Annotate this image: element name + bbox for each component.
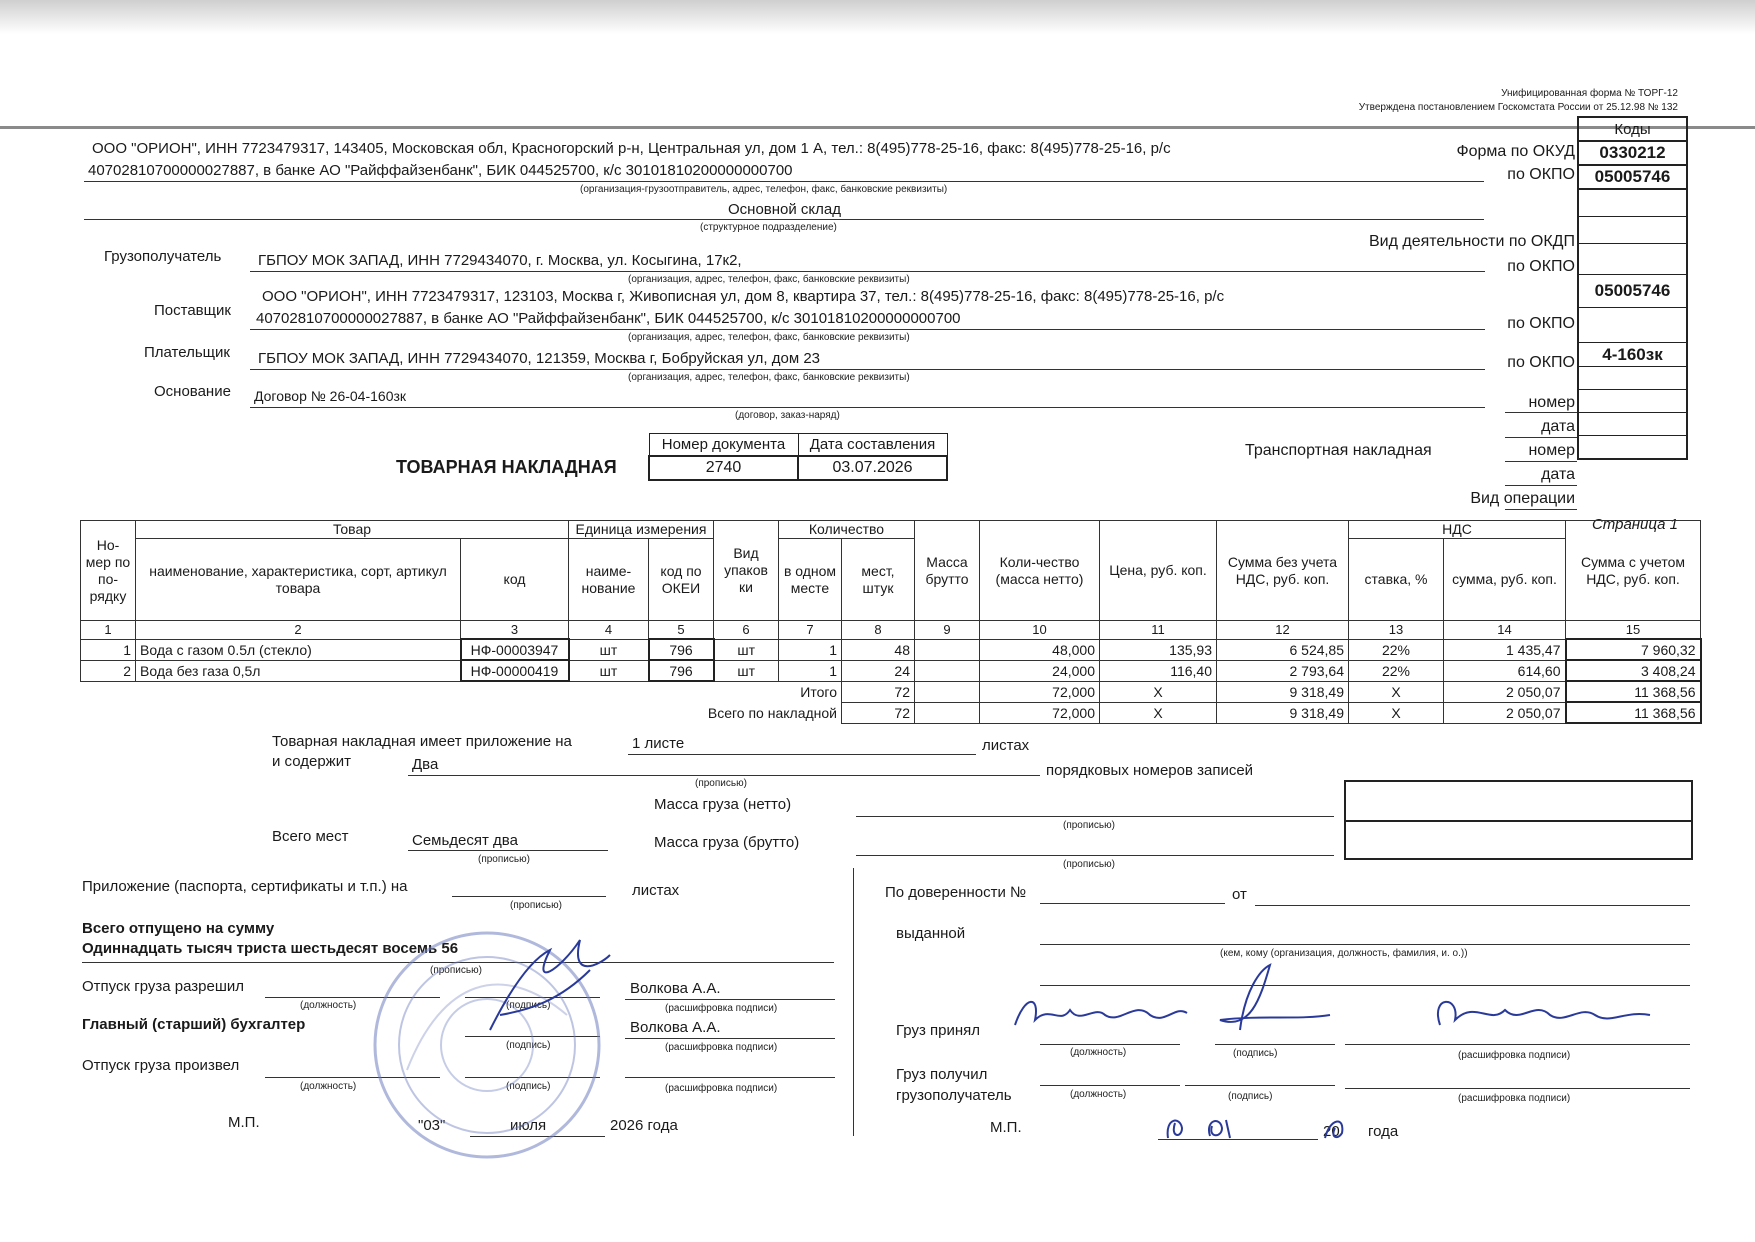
received-position-caption: (должность) [1070, 1089, 1127, 1100]
mass-gross-caption: (прописью) [1063, 859, 1115, 870]
vsego-price: X [1100, 702, 1217, 723]
day: "03" [418, 1117, 446, 1134]
th-unit-name: наиме-нование [569, 539, 649, 621]
row-okei: 796 [649, 660, 714, 681]
idx-cell: 14 [1444, 621, 1566, 640]
th-pack: Вид упаков ки [714, 521, 779, 621]
basis-date-label: дата [1541, 418, 1575, 435]
transport-number-code [1578, 390, 1687, 413]
th-vat-sum: сумма, руб. коп. [1444, 539, 1566, 621]
year-suffix: года [1368, 1123, 1399, 1140]
shipper-line2: 40702810700000027887, в банке АО "Райффайзенбанк", БИК 044525700, к/с 30101810200000000700 [88, 162, 793, 179]
signature-decode-handwritten [1420, 985, 1670, 1045]
operation-code [1578, 436, 1687, 460]
year: 2026 года [610, 1117, 678, 1134]
idx-cell: 12 [1217, 621, 1349, 640]
document-number-box [648, 433, 948, 481]
row-price: 135,93 [1100, 639, 1217, 660]
row-num: 2 [81, 660, 136, 681]
records-label: порядковых номеров записей [1046, 762, 1254, 779]
transport-date-label: дата [1541, 466, 1575, 483]
received-label-2: грузополучатель [896, 1087, 1012, 1104]
appendix-caption: (прописью) [510, 900, 562, 911]
itogo-vat: 2 050,07 [1444, 681, 1566, 702]
division-caption: (структурное подразделение) [700, 222, 837, 233]
okdp-label: Вид деятельности по ОКДП [1368, 233, 1575, 250]
itogo-label: Итого [800, 683, 837, 700]
row-net: 24,000 [980, 660, 1100, 681]
allowed-name: Волкова А.А. [630, 980, 721, 997]
okpo-label-3: по ОКПО [1507, 315, 1575, 332]
signature-position-handwritten [1005, 985, 1195, 1045]
shipper-caption: (организация-грузоотправитель, адрес, телефон, факс, банковские реквизиты) [580, 184, 948, 195]
vsego-vat: 2 050,07 [1444, 702, 1566, 723]
attach-sheets: листах [982, 737, 1030, 754]
made-label: Отпуск груза произвел [82, 1057, 240, 1074]
row-price: 116,40 [1100, 660, 1217, 681]
doc-number: 2740 [649, 456, 798, 480]
idx-cell: 13 [1349, 621, 1444, 640]
accountant-decode-caption: (расшифровка подписи) [665, 1042, 778, 1053]
row-name: Вода с газом 0.5л (стекло) [136, 639, 461, 660]
row-name: Вода без газа 0,5л [136, 660, 461, 681]
attach-label: Товарная накладная имеет приложение на [272, 733, 572, 750]
okpo-label-1: по ОКПО [1507, 166, 1575, 183]
page-number: Страница 1 [1591, 516, 1678, 533]
made-decode-caption: (расшифровка подписи) [665, 1083, 778, 1094]
year-prefix: 20 [1323, 1123, 1340, 1140]
row-places: 48 [842, 639, 915, 660]
okpo-code-2 [1578, 244, 1687, 275]
row-rate: 22% [1349, 660, 1444, 681]
made-signature-caption: (подпись) [506, 1081, 551, 1092]
mass-gross-label: Масса груза (брутто) [654, 834, 800, 851]
transport-label: Транспортная накладная [1245, 442, 1432, 459]
row-vat: 614,60 [1444, 660, 1566, 681]
basis-date-code [1578, 367, 1687, 390]
payer-value: ГБПОУ МОК ЗАПАД, ИНН 7729434070, 121359, Москва г, Бобруйская ул, дом 23 [258, 350, 821, 367]
vsego-net: 72,000 [980, 702, 1100, 723]
consignee-value: ГБПОУ МОК ЗАПАД, ИНН 7729434070, г. Москва, ул. Косыгина, 17к2, [258, 252, 742, 269]
issued-label: выданной [896, 925, 966, 942]
okpo-code-1: 05005746 [1578, 165, 1687, 189]
row-pack: шт [714, 660, 779, 681]
th-price: Цена, руб. коп. [1100, 521, 1217, 621]
th-in-one: в одном месте [779, 539, 842, 621]
mass-net-caption: (прописью) [1063, 820, 1115, 831]
basis-number-code: 4-160зк [1578, 343, 1687, 367]
handwritten-date [1160, 1108, 1360, 1148]
idx-cell: 11 [1100, 621, 1217, 640]
received-signature-caption: (подпись) [1228, 1091, 1273, 1102]
row-gross [915, 639, 980, 660]
th-vat: НДС [1349, 521, 1566, 539]
released-sum-value: Одиннадцать тысяч триста шестьдесят восемь 56 [82, 940, 459, 957]
consignee-caption: (организация, адрес, телефон, факс, банковские реквизиты) [628, 274, 910, 285]
proxy-from-label: от [1232, 886, 1247, 903]
vsego-row [81, 702, 1701, 723]
okdp-code-2 [1578, 217, 1687, 244]
basis-caption: (договор, заказ-наряд) [735, 410, 840, 421]
allowed-label: Отпуск груза разрешил [82, 978, 244, 995]
th-total: Сумма с учетом НДС, руб. коп. [1566, 521, 1701, 621]
row-code: НФ-00003947 [461, 639, 569, 660]
okud-code: 0330212 [1578, 141, 1687, 165]
codes-box [1577, 116, 1688, 460]
th-qty: Количество [779, 521, 915, 539]
form-name: Унифицированная форма № ТОРГ-12 [1501, 88, 1678, 99]
th-net: Коли-чество (масса нетто) [980, 521, 1100, 621]
scan-artifact-line [0, 126, 1755, 129]
doc-date: 03.07.2026 [798, 456, 947, 480]
row-gross [915, 660, 980, 681]
row-pack: шт [714, 639, 779, 660]
mp-right: М.П. [990, 1119, 1022, 1136]
doc-date-label: Дата составления [798, 434, 947, 457]
released-sum-label: Всего отпущено на сумму [82, 920, 275, 937]
proxy-label: По доверенности № [885, 884, 1027, 901]
th-gross: Масса брутто [915, 521, 980, 621]
contains-caption: (прописью) [695, 778, 747, 789]
row-sum: 2 793,64 [1217, 660, 1349, 681]
scan-top-shadow [0, 0, 1755, 34]
idx-cell: 1 [81, 621, 136, 640]
th-code: код [461, 539, 569, 621]
mass-net-label: Масса груза (нетто) [654, 796, 792, 813]
operation-label: Вид операции [1470, 490, 1575, 507]
accountant-signature-caption: (подпись) [506, 1040, 551, 1051]
row-vat: 1 435,47 [1444, 639, 1566, 660]
itogo-net: 72,000 [980, 681, 1100, 702]
row-places: 24 [842, 660, 915, 681]
itogo-price: X [1100, 681, 1217, 702]
accepted-signature-caption: (подпись) [1233, 1048, 1278, 1059]
row-unit: шт [569, 639, 649, 660]
payer-caption: (организация, адрес, телефон, факс, банковские реквизиты) [628, 372, 910, 383]
th-goods-name: наименование, характеристика, сорт, артикул товара [136, 539, 461, 621]
signature-accepted [1200, 960, 1340, 1050]
table-row [81, 639, 1701, 660]
th-okei: код по ОКЕИ [649, 539, 714, 621]
form-approval: Утверждена постановлением Госкомстата России от 25.12.98 № 132 [1358, 102, 1678, 113]
idx-cell: 4 [569, 621, 649, 640]
row-num: 1 [81, 639, 136, 660]
row-unit: шт [569, 660, 649, 681]
made-position-caption: (должность) [300, 1081, 357, 1092]
row-total: 7 960,32 [1566, 639, 1701, 660]
itogo-rate: X [1349, 681, 1444, 702]
row-in-one: 1 [779, 639, 842, 660]
idx-cell: 8 [842, 621, 915, 640]
row-code: НФ-00000419 [461, 660, 569, 681]
accountant-label: Главный (старший) бухгалтер [82, 1016, 306, 1033]
attach-value: 1 листе [632, 735, 685, 752]
signature-scribble-left [470, 930, 620, 1050]
table-row [81, 660, 1701, 681]
places-value: Семьдесят два [412, 832, 518, 849]
supplier-caption: (организация, адрес, телефон, факс, банковские реквизиты) [628, 332, 910, 343]
received-decode-caption: (расшифровка подписи) [1458, 1093, 1571, 1104]
appendix-label: Приложение (паспорта, сертификаты и т.п.) на [82, 878, 408, 895]
supplier-line2: 40702810700000027887, в банке АО "Райффайзенбанк", БИК 044525700, к/с 30101810200000000700 [256, 310, 961, 327]
okpo-label-2: по ОКПО [1507, 258, 1575, 275]
okpo-label-4: по ОКПО [1507, 354, 1575, 371]
basis-number-label: номер [1528, 394, 1575, 411]
accepted-position-caption: (должность) [1070, 1047, 1127, 1058]
index-row [81, 621, 1701, 640]
codes-title: Коды [1578, 117, 1687, 141]
allowed-position-caption: (должность) [300, 1000, 357, 1011]
idx-cell: 6 [714, 621, 779, 640]
doc-number-label: Номер документа [649, 434, 798, 457]
idx-cell: 3 [461, 621, 569, 640]
document-title: ТОВАРНАЯ НАКЛАДНАЯ [396, 457, 617, 477]
th-goods: Товар [136, 521, 569, 539]
places-label: Всего мест [272, 828, 349, 845]
row-rate: 22% [1349, 639, 1444, 660]
row-net: 48,000 [980, 639, 1100, 660]
transport-number-label: номер [1528, 442, 1575, 459]
th-rate: ставка, % [1349, 539, 1444, 621]
row-okei: 796 [649, 639, 714, 660]
allowed-signature-caption: (подпись) [506, 1000, 551, 1011]
okpo-code-4 [1578, 308, 1687, 343]
issued-caption: (кем, кому (организация, должность, фамилия, и. о.)) [1220, 948, 1468, 959]
vsego-sum: 9 318,49 [1217, 702, 1349, 723]
itogo-total: 11 368,56 [1566, 681, 1701, 702]
idx-cell: 10 [980, 621, 1100, 640]
th-num: Но-мер по по-рядку [81, 521, 136, 621]
row-total: 3 408,24 [1566, 660, 1701, 681]
contains-value: Два [412, 756, 439, 773]
vsego-places: 72 [842, 702, 915, 723]
vsego-total: 11 368,56 [1566, 702, 1701, 723]
allowed-decode-caption: (расшифровка подписи) [665, 1003, 778, 1014]
basis-value: Договор № 26-04-160зк [254, 388, 407, 404]
idx-cell: 9 [915, 621, 980, 640]
idx-cell: 5 [649, 621, 714, 640]
payer-label: Плательщик [144, 344, 230, 361]
th-unit: Единица измерения [569, 521, 714, 539]
month: июля [510, 1117, 547, 1134]
division: Основной склад [728, 201, 842, 218]
idx-cell: 7 [779, 621, 842, 640]
transport-date-code [1578, 413, 1687, 436]
consignee-label: Грузополучатель [104, 248, 222, 265]
mass-code-box [1344, 780, 1693, 860]
appendix-sheets: листах [632, 882, 680, 899]
okpo-code-3: 05005746 [1578, 275, 1687, 308]
okud-label: Форма по ОКУД [1456, 143, 1575, 160]
places-caption: (прописью) [478, 854, 530, 865]
vsego-rate: X [1349, 702, 1444, 723]
vsego-gross [915, 702, 980, 723]
itogo-row [81, 681, 1701, 702]
itogo-sum: 9 318,49 [1217, 681, 1349, 702]
row-in-one: 1 [779, 660, 842, 681]
accepted-label: Груз принял [896, 1022, 981, 1039]
idx-cell: 15 [1566, 621, 1701, 640]
accepted-decode-caption: (расшифровка подписи) [1458, 1050, 1571, 1061]
accountant-name: Волкова А.А. [630, 1019, 721, 1036]
th-sum: Сумма без учета НДС, руб. коп. [1217, 521, 1349, 621]
supplier-label: Поставщик [154, 302, 231, 319]
goods-table [80, 520, 1702, 724]
received-label: Груз получил [896, 1066, 988, 1083]
supplier-line1: ООО "ОРИОН", ИНН 7723479317, 123103, Москва г, Живописная ул, дом 8, квартира 37, тел.: 8(495)778-25-16, факс: 8(495)778-25-16, р/с [262, 288, 1225, 305]
vsego-label: Всего по накладной [707, 704, 837, 721]
basis-label: Основание [154, 383, 231, 400]
th-places: мест, штук [842, 539, 915, 621]
okdp-code [1578, 189, 1687, 217]
itogo-gross [915, 681, 980, 702]
row-sum: 6 524,85 [1217, 639, 1349, 660]
itogo-places: 72 [842, 681, 915, 702]
contains-label: и содержит [272, 753, 351, 770]
shipper-line1: ООО "ОРИОН", ИНН 7723479317, 143405, Московская обл, Красногорский р-н, Центральная ул, дом 1 А, тел.: 8(495)778-25-16, факс: 8(495)778-25-16, р/с [92, 140, 1171, 157]
released-sum-caption: (прописью) [430, 965, 482, 976]
mp-left: М.П. [228, 1114, 260, 1131]
idx-cell: 2 [136, 621, 461, 640]
